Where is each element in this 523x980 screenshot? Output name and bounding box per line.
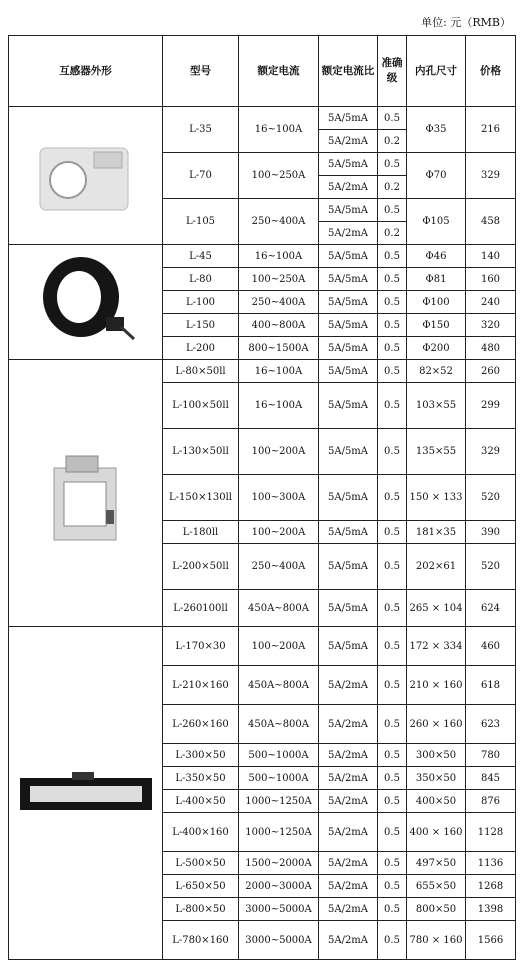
model-cell: L-400×160	[163, 813, 239, 852]
aperture-cell: 400 × 160	[407, 813, 466, 852]
table-row	[9, 107, 516, 130]
ratio-cell: 5A/5mA	[319, 245, 378, 268]
current-cell: 800~1500A	[239, 337, 319, 360]
accuracy-cell: 0.5	[378, 705, 407, 744]
current-cell: 450A~800A	[239, 705, 319, 744]
model-cell: L-260×160	[163, 705, 239, 744]
aperture-cell: 655×50	[407, 875, 466, 898]
table-row	[9, 245, 516, 268]
aperture-cell: 82×52	[407, 360, 466, 383]
accuracy-cell: 0.5	[378, 199, 407, 222]
price-cell: 618	[466, 666, 516, 705]
current-cell: 450A~800A	[239, 590, 319, 627]
header-ratio: 额定电流比	[319, 36, 378, 107]
model-cell: L-200×50ll	[163, 544, 239, 590]
table-row	[9, 360, 516, 383]
accuracy-cell: 0.5	[378, 291, 407, 314]
accuracy-cell: 0.5	[378, 360, 407, 383]
ratio-cell: 5A/5mA	[319, 475, 378, 521]
model-cell: L-650×50	[163, 875, 239, 898]
ratio-cell: 5A/5mA	[319, 544, 378, 590]
price-cell: 520	[466, 475, 516, 521]
accuracy-cell: 0.5	[378, 875, 407, 898]
accuracy-cell: 0.5	[378, 314, 407, 337]
ratio-cell: 5A/2mA	[319, 852, 378, 875]
current-cell: 100~300A	[239, 475, 319, 521]
ratio-cell: 5A/2mA	[319, 666, 378, 705]
aperture-cell: 800×50	[407, 898, 466, 921]
price-cell: 845	[466, 767, 516, 790]
aperture-cell: 150 × 133	[407, 475, 466, 521]
price-cell: 624	[466, 590, 516, 627]
accuracy-cell: 0.5	[378, 245, 407, 268]
price-cell: 1136	[466, 852, 516, 875]
price-cell: 1128	[466, 813, 516, 852]
model-cell: L-180ll	[163, 521, 239, 544]
price-cell: 299	[466, 383, 516, 429]
current-transformer-image	[36, 136, 136, 216]
price-cell: 876	[466, 790, 516, 813]
accuracy-cell: 0.5	[378, 744, 407, 767]
current-cell: 400~800A	[239, 314, 319, 337]
ratio-cell: 5A/5mA	[319, 199, 378, 222]
aperture-cell: 497×50	[407, 852, 466, 875]
aperture-cell: Φ150	[407, 314, 466, 337]
accuracy-cell: 0.5	[378, 521, 407, 544]
ratio-cell: 5A/5mA	[319, 429, 378, 475]
ratio-cell: 5A/5mA	[319, 314, 378, 337]
current-cell: 250~400A	[239, 544, 319, 590]
header-accuracy: 准确级	[378, 36, 407, 107]
current-cell: 250~400A	[239, 199, 319, 245]
aperture-cell: 400×50	[407, 790, 466, 813]
aperture-cell: 300×50	[407, 744, 466, 767]
ratio-cell: 5A/2mA	[319, 222, 378, 245]
ratio-cell: 5A/2mA	[319, 176, 378, 199]
current-cell: 16~100A	[239, 107, 319, 153]
ratio-cell: 5A/5mA	[319, 291, 378, 314]
price-cell: 329	[466, 153, 516, 199]
price-cell: 623	[466, 705, 516, 744]
accuracy-cell: 0.5	[378, 898, 407, 921]
price-cell: 329	[466, 429, 516, 475]
aperture-cell: 265 × 104	[407, 590, 466, 627]
model-cell: L-400×50	[163, 790, 239, 813]
aperture-cell: 260 × 160	[407, 705, 466, 744]
header-appearance: 互感器外形	[9, 36, 163, 107]
accuracy-cell: 0.5	[378, 852, 407, 875]
model-cell: L-260100ll	[163, 590, 239, 627]
aperture-cell: 135×55	[407, 429, 466, 475]
price-cell: 260	[466, 360, 516, 383]
current-cell: 3000~5000A	[239, 921, 319, 960]
accuracy-cell: 0.5	[378, 337, 407, 360]
current-cell: 250~400A	[239, 291, 319, 314]
current-transformer-image	[36, 247, 136, 357]
ratio-cell: 5A/2mA	[319, 898, 378, 921]
ratio-cell: 5A/5mA	[319, 627, 378, 666]
model-cell: L-80×50ll	[163, 360, 239, 383]
accuracy-cell: 0.5	[378, 627, 407, 666]
current-cell: 16~100A	[239, 245, 319, 268]
ratio-cell: 5A/2mA	[319, 790, 378, 813]
header-model: 型号	[163, 36, 239, 107]
model-cell: L-100×50ll	[163, 383, 239, 429]
ratio-cell: 5A/2mA	[319, 744, 378, 767]
current-cell: 100~200A	[239, 429, 319, 475]
accuracy-cell: 0.5	[378, 921, 407, 960]
ratio-cell: 5A/5mA	[319, 153, 378, 176]
price-cell: 160	[466, 268, 516, 291]
price-cell: 390	[466, 521, 516, 544]
accuracy-cell: 0.5	[378, 813, 407, 852]
price-cell: 1398	[466, 898, 516, 921]
header-current: 额定电流	[239, 36, 319, 107]
accuracy-cell: 0.5	[378, 268, 407, 291]
ratio-cell: 5A/5mA	[319, 107, 378, 130]
model-cell: L-350×50	[163, 767, 239, 790]
price-cell: 480	[466, 337, 516, 360]
aperture-cell: 202×61	[407, 544, 466, 590]
price-cell: 780	[466, 744, 516, 767]
accuracy-cell: 0.5	[378, 544, 407, 590]
current-cell: 2000~3000A	[239, 875, 319, 898]
aperture-cell: 780 × 160	[407, 921, 466, 960]
price-cell: 320	[466, 314, 516, 337]
price-table	[8, 35, 516, 960]
price-cell: 1566	[466, 921, 516, 960]
model-cell: L-800×50	[163, 898, 239, 921]
current-cell: 100~200A	[239, 521, 319, 544]
ratio-cell: 5A/2mA	[319, 705, 378, 744]
aperture-cell: Φ70	[407, 153, 466, 199]
accuracy-cell: 0.5	[378, 107, 407, 130]
appearance-image	[9, 107, 163, 245]
current-cell: 500~1000A	[239, 744, 319, 767]
model-cell: L-780×160	[163, 921, 239, 960]
aperture-cell: 210 × 160	[407, 666, 466, 705]
accuracy-cell: 0.2	[378, 130, 407, 153]
current-cell: 100~250A	[239, 268, 319, 291]
ratio-cell: 5A/5mA	[319, 590, 378, 627]
table-row	[9, 627, 516, 666]
model-cell: L-130×50ll	[163, 429, 239, 475]
aperture-cell: 103×55	[407, 383, 466, 429]
aperture-cell: Φ100	[407, 291, 466, 314]
accuracy-cell: 0.2	[378, 176, 407, 199]
model-cell: L-45	[163, 245, 239, 268]
header-price: 价格	[466, 36, 516, 107]
current-cell: 1500~2000A	[239, 852, 319, 875]
accuracy-cell: 0.5	[378, 666, 407, 705]
aperture-cell: Φ81	[407, 268, 466, 291]
accuracy-cell: 0.5	[378, 475, 407, 521]
header-row	[9, 36, 516, 107]
model-cell: L-70	[163, 153, 239, 199]
ratio-cell: 5A/5mA	[319, 337, 378, 360]
aperture-cell: 181×35	[407, 521, 466, 544]
ratio-cell: 5A/2mA	[319, 921, 378, 960]
accuracy-cell: 0.2	[378, 222, 407, 245]
price-cell: 140	[466, 245, 516, 268]
ratio-cell: 5A/5mA	[319, 521, 378, 544]
current-cell: 100~250A	[239, 153, 319, 199]
model-cell: L-300×50	[163, 744, 239, 767]
current-cell: 16~100A	[239, 360, 319, 383]
model-cell: L-150	[163, 314, 239, 337]
ratio-cell: 5A/2mA	[319, 130, 378, 153]
model-cell: L-150×130ll	[163, 475, 239, 521]
price-cell: 458	[466, 199, 516, 245]
appearance-image	[9, 627, 163, 960]
accuracy-cell: 0.5	[378, 429, 407, 475]
aperture-cell: Φ200	[407, 337, 466, 360]
current-transformer-image	[16, 768, 156, 818]
accuracy-cell: 0.5	[378, 767, 407, 790]
header-aperture: 内孔尺寸	[407, 36, 466, 107]
ratio-cell: 5A/2mA	[319, 767, 378, 790]
aperture-cell: Φ46	[407, 245, 466, 268]
price-cell: 520	[466, 544, 516, 590]
price-cell: 216	[466, 107, 516, 153]
ratio-cell: 5A/2mA	[319, 875, 378, 898]
accuracy-cell: 0.5	[378, 153, 407, 176]
current-cell: 500~1000A	[239, 767, 319, 790]
price-cell: 460	[466, 627, 516, 666]
model-cell: L-35	[163, 107, 239, 153]
ratio-cell: 5A/5mA	[319, 268, 378, 291]
model-cell: L-170×30	[163, 627, 239, 666]
current-cell: 100~200A	[239, 627, 319, 666]
price-cell: 240	[466, 291, 516, 314]
current-cell: 1000~1250A	[239, 790, 319, 813]
accuracy-cell: 0.5	[378, 590, 407, 627]
model-cell: L-200	[163, 337, 239, 360]
appearance-image	[9, 360, 163, 627]
model-cell: L-100	[163, 291, 239, 314]
model-cell: L-500×50	[163, 852, 239, 875]
accuracy-cell: 0.5	[378, 790, 407, 813]
aperture-cell: Φ105	[407, 199, 466, 245]
ratio-cell: 5A/2mA	[319, 813, 378, 852]
appearance-image	[9, 245, 163, 360]
current-transformer-image	[46, 438, 126, 548]
current-cell: 16~100A	[239, 383, 319, 429]
ratio-cell: 5A/5mA	[319, 360, 378, 383]
current-cell: 3000~5000A	[239, 898, 319, 921]
aperture-cell: Φ35	[407, 107, 466, 153]
aperture-cell: 350×50	[407, 767, 466, 790]
model-cell: L-210×160	[163, 666, 239, 705]
current-cell: 450A~800A	[239, 666, 319, 705]
price-cell: 1268	[466, 875, 516, 898]
model-cell: L-80	[163, 268, 239, 291]
accuracy-cell: 0.5	[378, 383, 407, 429]
model-cell: L-105	[163, 199, 239, 245]
ratio-cell: 5A/5mA	[319, 383, 378, 429]
unit-label: 单位: 元（RMB）	[421, 16, 511, 29]
aperture-cell: 172 × 334	[407, 627, 466, 666]
current-cell: 1000~1250A	[239, 813, 319, 852]
